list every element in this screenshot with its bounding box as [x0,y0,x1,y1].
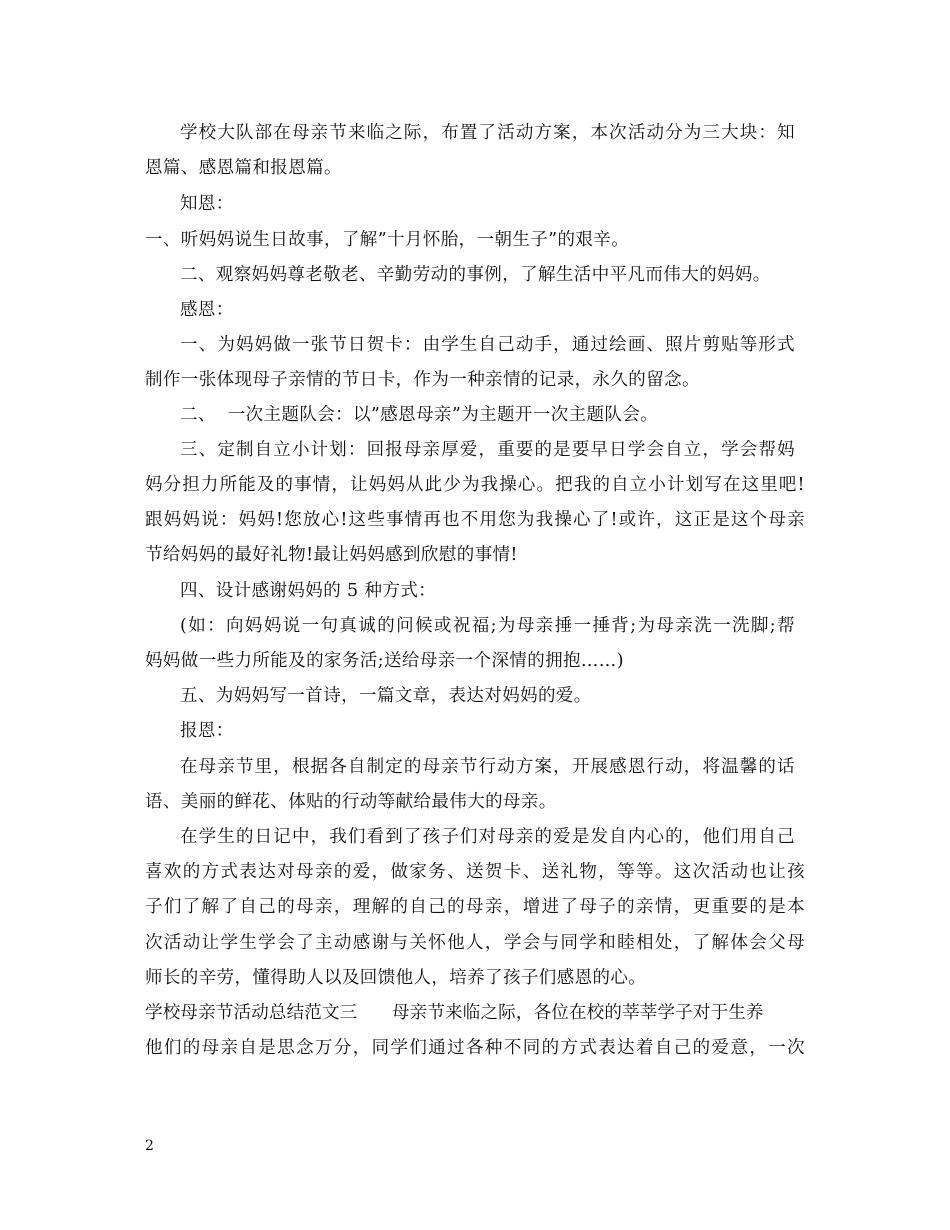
paragraph-line: 四、设计感谢妈妈的 5 种方式： [180,581,437,601]
paragraph-line: 在学生的日记中，我们看到了孩子们对母亲的爱是发自内心的，他们用自己 [180,827,795,847]
paragraph-line: 妈妈做一些力所能及的家务活;送给母亲一个深情的拥抱……) [145,651,624,671]
paragraph-line: 一、听妈妈说生日故事，了解”十月怀胎，一朝生子”的艰辛。 [145,230,630,250]
paragraph-line: 妈分担力所能及的事情，让妈妈从此少为我操心。把我的自立小计划写在这里吧! [145,475,805,495]
paragraph-line: 一、为妈妈做一张节日贺卡：由学生自己动手，通过绘画、照片剪贴等形式 [180,335,795,355]
paragraph-line: 子们了解了自己的母亲，理解的自己的母亲，增进了母子的亲情，更重要的是本 [145,897,805,917]
paragraph-line: 次活动让学生学会了主动感谢与关怀他人，学会与同学和睦相处，了解体会父母 [145,933,805,953]
paragraph-line: 学校大队部在母亲节来临之际，布置了活动方案，本次活动分为三大块：知 [180,123,795,143]
paragraph-line: 五、为妈妈写一首诗，一篇文章，表达对妈妈的爱。 [180,686,592,706]
paragraph-line: 喜欢的方式表达对母亲的爱，做家务、送贺卡、送礼物，等等。这次活动也让孩 [145,862,805,882]
paragraph-line: 在母亲节里，根据各自制定的母亲节行动方案，开展感恩行动，将温馨的话 [180,757,795,777]
paragraph-line: (如：向妈妈说一句真诚的问候或祝福;为母亲捶一捶背;为母亲洗一洗脚;帮 [180,616,795,636]
paragraph-line: 制作一张体现母子亲情的节日卡，作为一种亲情的记录，永久的留念。 [145,370,700,390]
paragraph-line: 语、美丽的鲜花、体贴的行动等献给最伟大的母亲。 [145,792,557,812]
paragraph-line: 三、定制自立小计划：回报母亲厚爱，重要的是要早日学会自立，学会帮妈 [180,440,795,460]
paragraph-line: 他们的母亲自是思念万分，同学们通过各种不同的方式表达着自己的爱意，一次 [145,1038,805,1058]
paragraph-line: 二、 一次主题队会：以”感恩母亲”为主题开一次主题队会。 [180,405,659,425]
paragraph-line: 节给妈妈的最好礼物!最让妈妈感到欣慰的事情! [145,545,518,565]
paragraph-line: 学校母亲节活动总结范文三 母亲节来临之际，各位在校的莘莘学子对于生养 [145,1003,764,1023]
page-number: 2 [145,1138,154,1154]
paragraph-line: 恩篇、感恩篇和报恩篇。 [145,158,342,178]
section-heading-baoen: 报恩： [180,721,234,741]
paragraph-line: 二、观察妈妈尊老敬老、辛勤劳动的事例，了解生活中平凡而伟大的妈妈。 [180,265,771,285]
section-heading-ganen: 感恩： [180,300,234,320]
paragraph-line: 师长的辛劳，懂得助人以及回馈他人，培养了孩子们感恩的心。 [145,968,647,988]
paragraph-line: 跟妈妈说：妈妈!您放心!这些事情再也不用您为我操心了!或许，这正是这个母亲 [145,510,805,530]
section-heading-zhien: 知恩： [180,194,234,214]
